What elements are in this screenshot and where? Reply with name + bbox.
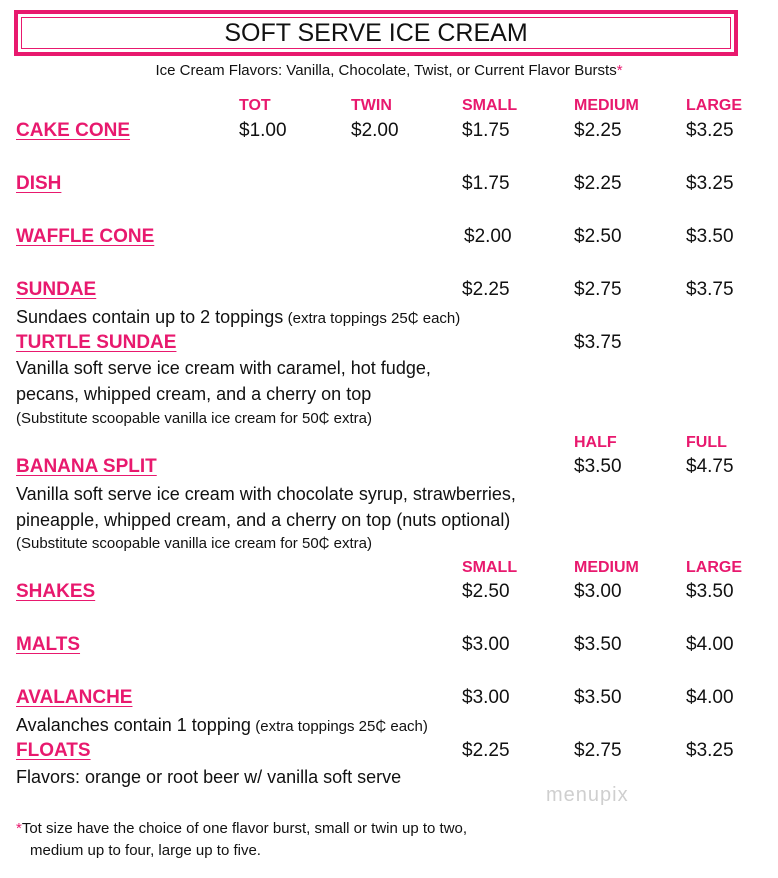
sundae-note-extra: (extra toppings 25₵ each) [287, 310, 461, 327]
waffle-cone-large-price: $3.50 [686, 226, 734, 247]
avalanche-medium-price: $3.50 [574, 687, 622, 708]
waffle-cone-medium-price: $2.50 [574, 226, 622, 247]
header-small: SMALL [462, 97, 518, 114]
sundae-small-price: $2.25 [462, 279, 510, 300]
header-small-2: SMALL [462, 559, 518, 576]
header-large-2: LARGE [686, 559, 742, 576]
header-medium: MEDIUM [574, 97, 639, 114]
item-malts[interactable]: MALTS [16, 634, 81, 655]
dish-medium-price: $2.25 [574, 173, 622, 194]
sundae-large-price: $3.75 [686, 279, 734, 300]
avalanche-note-main: Avalanches contain 1 topping [16, 715, 251, 735]
title-frame [14, 10, 738, 56]
turtle-sundae-substitute-note: (Substitute scoopable vanilla ice cream for 50₵ extra) [16, 410, 373, 427]
cake-cone-medium-price: $2.25 [574, 120, 622, 141]
header-twin: TWIN [351, 97, 392, 114]
item-cake-cone[interactable]: CAKE CONE [16, 120, 131, 141]
item-banana-split[interactable]: BANANA SPLIT [16, 456, 157, 477]
avalanche-note-extra: (extra toppings 25₵ each) [255, 718, 428, 735]
banana-split-desc-line-2: pineapple, whipped cream, and a cherry on top (nuts optional) [16, 510, 511, 530]
shakes-large-price: $3.50 [686, 581, 734, 602]
floats-medium-price: $2.75 [574, 740, 622, 761]
menupix-watermark: menupix [546, 784, 629, 806]
avalanche-topping-note [16, 715, 428, 736]
malts-medium-price: $3.50 [574, 634, 622, 655]
subtitle-text: Ice Cream Flavors: Vanilla, Chocolate, Twist, or Current Flavor Bursts [155, 62, 617, 79]
floats-flavors-note: Flavors: orange or root beer w/ vanilla soft serve [16, 767, 402, 787]
floats-large-price: $3.25 [686, 740, 734, 761]
shakes-small-price: $2.50 [462, 581, 510, 602]
shakes-medium-price: $3.00 [574, 581, 622, 602]
waffle-cone-small-price: $2.00 [464, 226, 512, 247]
cake-cone-small-price: $1.75 [462, 120, 510, 141]
banana-split-full-price: $4.75 [686, 456, 734, 477]
flavors-subtitle [0, 62, 778, 79]
turtle-sundae-desc-line-1: Vanilla soft serve ice cream with caramel, hot fudge, [16, 358, 431, 378]
page-title: SOFT SERVE ICE CREAM [21, 17, 731, 49]
header-large: LARGE [686, 97, 742, 114]
malts-small-price: $3.00 [462, 634, 510, 655]
sundae-note-main: Sundaes contain up to 2 toppings [16, 307, 284, 327]
subtitle-asterisk: * [616, 62, 623, 79]
header-half: HALF [574, 434, 617, 451]
cake-cone-tot-price: $1.00 [239, 120, 287, 141]
cake-cone-large-price: $3.25 [686, 120, 734, 141]
item-avalanche[interactable]: AVALANCHE [16, 687, 133, 708]
item-floats[interactable]: FLOATS [16, 740, 91, 761]
header-tot: TOT [239, 97, 271, 114]
avalanche-large-price: $4.00 [686, 687, 734, 708]
item-sundae[interactable]: SUNDAE [16, 279, 97, 300]
avalanche-small-price: $3.00 [462, 687, 510, 708]
footnote-asterisk: * [16, 820, 22, 837]
cake-cone-twin-price: $2.00 [351, 120, 399, 141]
item-dish[interactable]: DISH [16, 173, 62, 194]
banana-split-desc-line-1: Vanilla soft serve ice cream with chocolate syrup, strawberries, [16, 484, 516, 504]
floats-small-price: $2.25 [462, 740, 510, 761]
item-turtle-sundae[interactable]: TURTLE SUNDAE [16, 332, 177, 353]
header-full: FULL [686, 434, 727, 451]
dish-small-price: $1.75 [462, 173, 510, 194]
sundae-topping-note [16, 307, 460, 328]
malts-large-price: $4.00 [686, 634, 734, 655]
sundae-medium-price: $2.75 [574, 279, 622, 300]
dish-large-price: $3.25 [686, 173, 734, 194]
footnote-text-1: Tot size have the choice of one flavor burst, small or twin up to two, [21, 820, 468, 837]
turtle-sundae-desc-line-2: pecans, whipped cream, and a cherry on top [16, 384, 372, 404]
banana-split-half-price: $3.50 [574, 456, 622, 477]
header-medium-2: MEDIUM [574, 559, 639, 576]
footnote-line-1 [16, 818, 467, 840]
turtle-sundae-price: $3.75 [574, 332, 622, 353]
banana-split-substitute-note: (Substitute scoopable vanilla ice cream for 50₵ extra) [16, 535, 373, 552]
footnote-line-2: medium up to four, large up to five. [30, 842, 261, 859]
item-shakes[interactable]: SHAKES [16, 581, 96, 602]
item-waffle-cone[interactable]: WAFFLE CONE [16, 226, 155, 247]
